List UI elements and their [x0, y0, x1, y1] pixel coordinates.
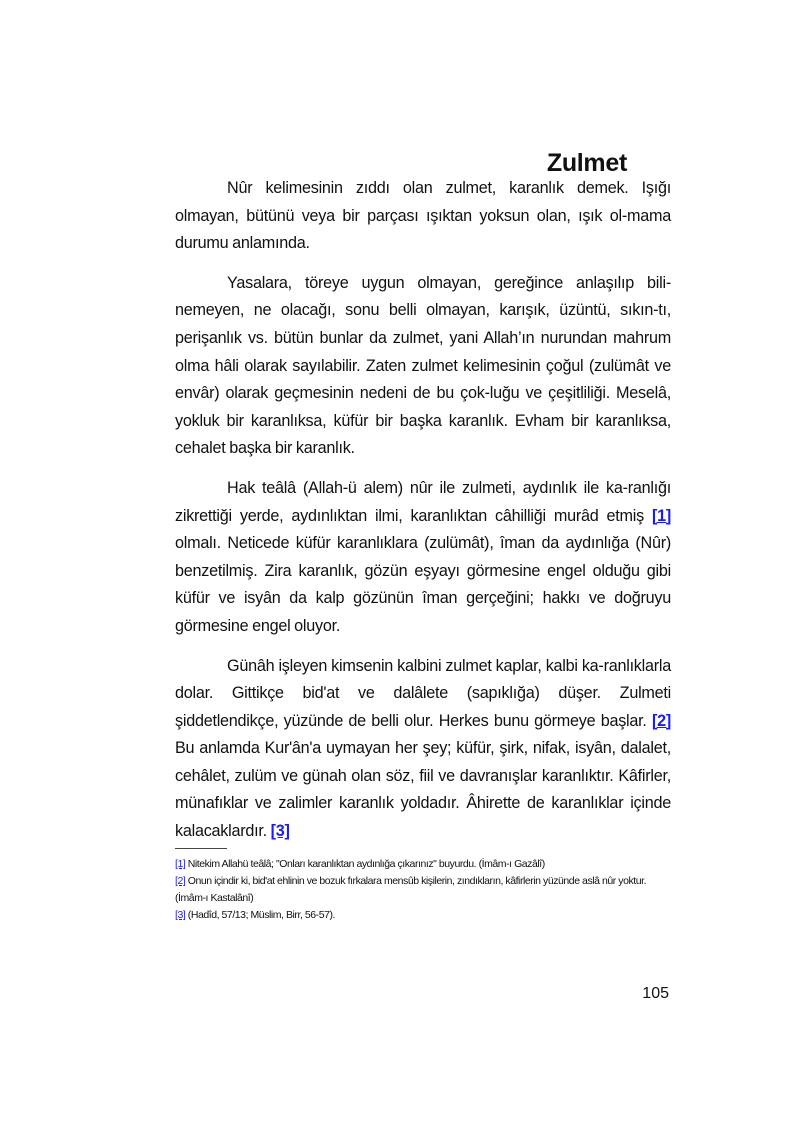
book-page — [175, 0, 671, 1124]
footnote-divider — [175, 848, 227, 849]
footnote-3-ref[interactable]: [3] — [175, 909, 186, 921]
page-title: Zulmet — [546, 148, 627, 177]
paragraph-4 — [175, 653, 671, 846]
paragraph-4-text-b: Bu anlamda Kur'ân'a uymayan her şey; küfür, şirk, nifak, isyân, dalalet, cehâlet, zulüm ve günah olan söz, fiil ve davranışlar karanlıktır. Kâfirler, münafıklar ve zalimler karanlık yoldadır. Âhirette de karanlıklar içinde kalacaklardır. — [175, 739, 671, 841]
footnote-2-text: Onun içindir ki, bid'at ehlinin ve bozuk fırkalara mensûb kişilerin, zındıkların, kâfirlerin yüzünde aslâ nûr yoktur. (İmâm-ı Kastalânî) — [175, 875, 647, 904]
footnote-3-text: (Hadîd, 57/13; Müslim, Birr, 56-57). — [185, 909, 335, 921]
footnote-link-3[interactable]: [3] — [270, 822, 290, 841]
footnote-2 — [175, 873, 675, 907]
footnote-1-text: Nitekim Allahü teâlâ; "Onları karanlıktan aydınlığa çıkarınız" buyurdu. (İmâm-ı Gazâlî) — [185, 858, 545, 870]
footnote-link-1[interactable]: [1] — [651, 506, 671, 525]
main-text — [175, 175, 671, 858]
paragraph-2: Yasalara, töreye uygun olmayan, gereğince anlaşılıp bili-nemeyen, ne olacağı, sonu belli olmayan, karışık, üzüntü, sıkın-tı, perişanlık vs. bütün bunlar da zulmet, yani Allah’ın nurundan mahrum olma hâli olarak sayılabilir. Zaten zulmet kelimesinin çoğul (zulümât ve envâr) olarak geçmesinin nedeni de bu çok-luğu ve çeşitliliği. Meselâ, yokluk bir karanlıksa, küfür bir başka karanlık. Evham bir karanlıksa, cehalet başka bir karanlık. — [175, 273, 671, 458]
footnotes — [175, 856, 675, 924]
footnote-1-ref[interactable]: [1] — [175, 858, 186, 870]
footnote-3 — [175, 907, 675, 924]
paragraph-3-text-a: Hak teâlâ (Allah-ü alem) nûr ile zulmeti, aydınlık ile ka-ranlığı zikrettiği yerde, aydınlıktan ilmi, karanlıktan câhilliği murâd etmiş — [175, 478, 671, 525]
footnote-1 — [175, 856, 675, 873]
footnote-link-2[interactable]: [2] — [651, 711, 671, 730]
footnote-2-ref[interactable]: [2] — [175, 875, 186, 887]
paragraph-3 — [175, 475, 671, 641]
paragraph-3-text-b: olmalı. Neticede küfür karanlıklara (zulümât), îman da aydınlığa (Nûr) benzetilmiş. Zira karanlık, gözün eşyayı görmesine engel olduğu gibi küfür ve isyân da kalp gözünün îman gerçeğini; hakkı ve doğruyu görmesine engel oluyor. — [175, 534, 671, 635]
page-number: 105 — [642, 985, 669, 1002]
paragraph-1: Nûr kelimesinin zıddı olan zulmet, karanlık demek. Işığı olmayan, bütünü veya bir parçası ışıktan yoksun olan, ışık ol-mama durumu anlamında. — [175, 179, 671, 253]
paragraph-4-text-a: Günâh işleyen kimsenin kalbini zulmet kaplar, kalbi ka-ranlıklarla dolar. Gittikçe bid'at ve dalâlete (sapıklığa) düşer. Zulmeti şiddetlendikçe, yüzünde de belli olur. Herkes bunu görmeye başlar. — [175, 656, 671, 730]
